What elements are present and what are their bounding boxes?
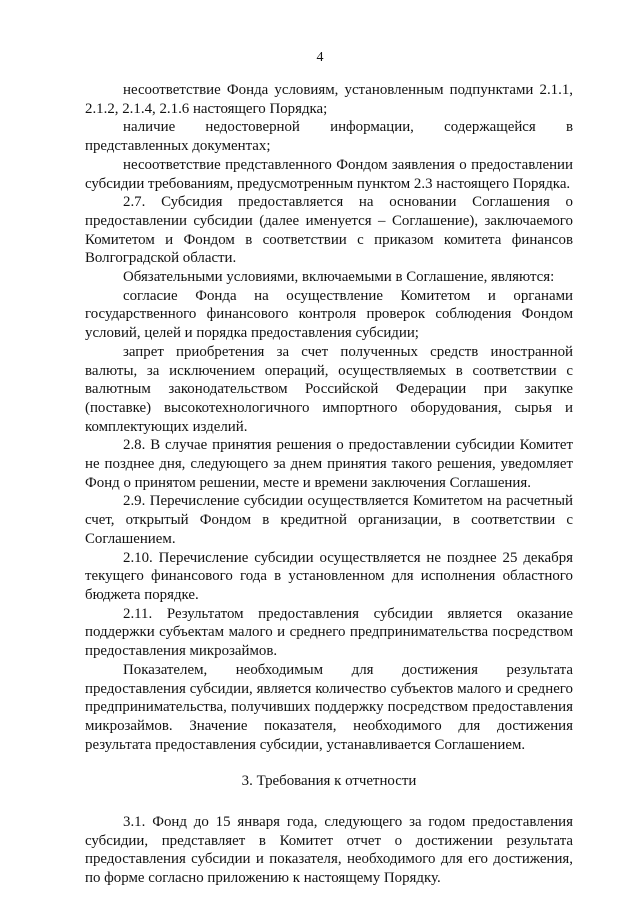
paragraph: 2.7. Субсидия предоставляется на основании Соглашения о предоставлении субсидии (далее именуется – Соглашение), заключаемого Комитетом и Фондом в соответствии с приказом комитета финансов Волгоградской области. — [85, 194, 573, 267]
paragraph: Показателем, необходимым для достижения результата предоставления субсидии, является количество субъектов малого и среднего предпринимательства, получивших поддержку посредством предоставления микрозаймов. Значение показателя, необходимого для достижения результата предоставления субсидии, устанавливается Соглашением. — [85, 661, 573, 753]
section-heading: 3. Требования к отчетности — [241, 773, 417, 790]
paragraph: 2.10. Перечисление субсидии осуществляется не позднее 25 декабря текущего финансового года в установленном для исполнения областного бюджета порядке. — [85, 549, 573, 603]
paragraph: несоответствие представленного Фондом заявления о предоставлении субсидии требованиям, предусмотренным пунктом 2.3 настоящего Порядка. — [85, 156, 573, 192]
paragraph: 2.9. Перечисление субсидии осуществляется Комитетом на расчетный счет, открытый Фондом в кредитной организации, в соответствии с Соглашением. — [85, 493, 573, 547]
document-body — [85, 81, 573, 888]
paragraph: 2.8. В случае принятия решения о предоставлении субсидии Комитет не позднее дня, следующего за днем принятия такого решения, уведомляет Фонд о принятом решении, месте и времени заключения Соглашения. — [85, 437, 573, 491]
paragraph: 2.11. Результатом предоставления субсидии является оказание поддержки субъектам малого и среднего предпринимательства посредством предоставления микрозаймов. — [85, 605, 573, 660]
paragraph: согласие Фонда на осуществление Комитетом и органами государственного финансового контроля проверок соблюдения Фондом условий, целей и порядка предоставления субсидии; — [85, 287, 573, 342]
paragraph: наличие недостоверной информации, содержащейся в представленных документах; — [85, 119, 573, 155]
page-number: 4 — [316, 50, 324, 65]
paragraph: Обязательными условиями, включаемыми в Соглашение, являются: — [123, 269, 555, 286]
paragraph: запрет приобретения за счет полученных средств иностранной валюты, за исключением операций, осуществляемых в соответствии с валютным законодательством Российской Федерации при закупке (поставке) высокотехнологичного импортного оборудования, сырья и комплектующих изделий. — [85, 343, 573, 435]
paragraph: 3.1. Фонд до 15 января года, следующего за годом предоставления субсидии, представляет в Комитет отчет о достижении результата предоставления субсидии и показателя, необходимого для его достижения, по форме согласно приложению к настоящему Порядку. — [85, 814, 573, 887]
paragraph: несоответствие Фонда условиям, установленным подпунктами 2.1.1, 2.1.2, 2.1.4, 2.1.6 настоящего Порядка; — [85, 82, 573, 117]
